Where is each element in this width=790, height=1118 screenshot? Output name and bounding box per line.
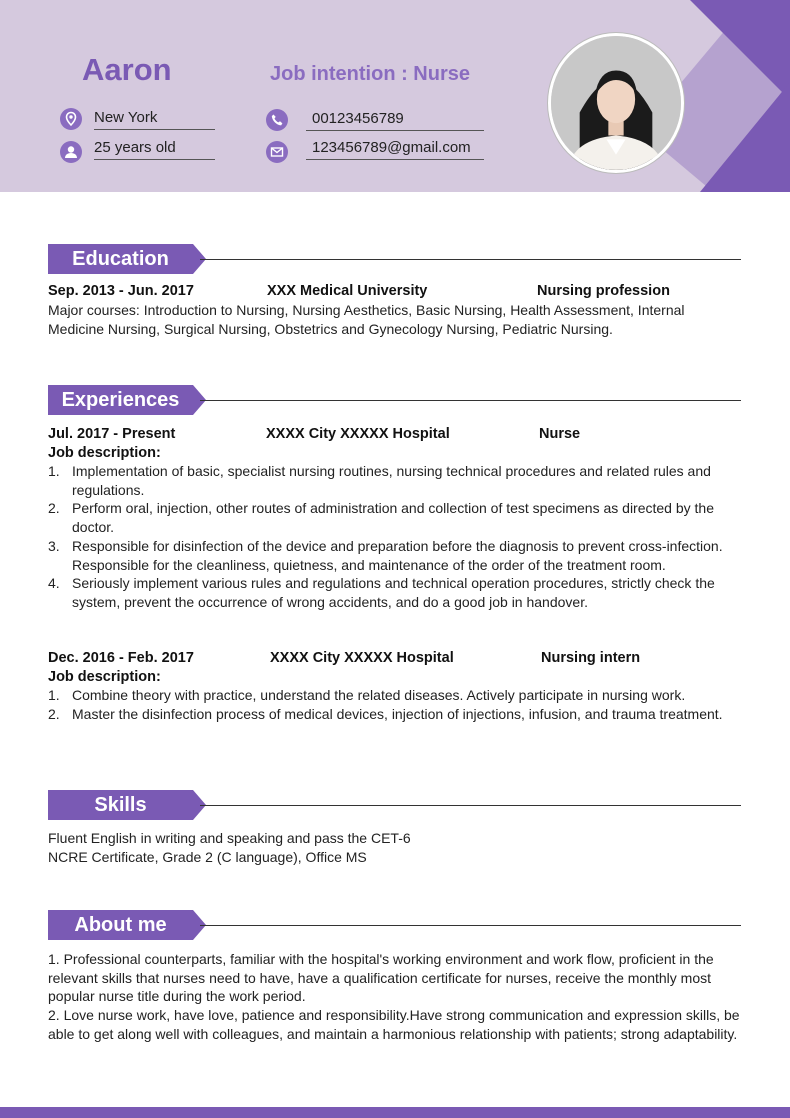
list-item: 1. Implementation of basic, specialist nursing routines, nursing technical procedures and related rules and regulations. — [48, 463, 711, 498]
age-text: 25 years old — [94, 139, 215, 160]
skills-section-title — [48, 790, 206, 820]
section-divider — [200, 400, 741, 401]
skills-title-label: Skills — [94, 794, 147, 816]
job-place: XXXX City XXXXX Hospital — [266, 426, 450, 442]
about-title-label: About me — [74, 914, 167, 936]
education-section-title — [48, 244, 206, 274]
header-decoration-bottom-triangle — [700, 82, 790, 192]
about-section-title — [48, 910, 206, 940]
job-description-list — [48, 462, 743, 612]
job-intention: Job intention : Nurse — [270, 63, 470, 85]
footer-bar — [0, 1107, 790, 1118]
person-icon — [60, 141, 82, 163]
candidate-name: Aaron — [82, 52, 172, 87]
job-description-label: Job description: — [48, 669, 161, 685]
location-pin-icon — [60, 108, 82, 130]
phone-icon — [266, 109, 288, 131]
skills-line: Fluent English in writing and speaking and pass the CET-6 — [48, 830, 411, 846]
education-courses: Major courses: Introduction to Nursing, Nursing Aesthetics, Basic Nursing, Health Assessment, Internal Medicine Nursing, Surgical Nursing, Obstetrics and Gynecology Nursing, Pediatric Nursing. — [48, 302, 685, 337]
job-role: Nurse — [539, 426, 581, 442]
email-text: 123456789@gmail.com — [306, 139, 484, 160]
envelope-icon — [266, 141, 288, 163]
list-item: 2. Perform oral, injection, other routes of administration and collection of test specimens as directed by the doctor. — [48, 500, 714, 536]
job-place: XXXX City XXXXX Hospital — [270, 650, 454, 666]
list-item: 4. Seriously implement various rules and regulations and technical operation procedures, strictly check the system, prevent the occurrence of wrong accidents, and do a good job in handover. — [48, 575, 715, 610]
list-item: 3. Responsible for disinfection of the device and preparation before the diagnosis to prevent cross-infection. Responsible for the cleanliness, quietness, and maintenance of the order of the treatment room. — [48, 537, 723, 573]
about-paragraph: 1. Professional counterparts, familiar with the hospital's working environment and work flow, proficient in the relevant skills that nurses need to have, have a qualification certificate for nurses, receive the monthly most popular nurse title during the work period. — [48, 951, 714, 1005]
education-major: Nursing profession — [537, 283, 670, 299]
job-description-label: Job description: — [48, 445, 161, 461]
job-date: Dec. 2016 - Feb. 2017 — [48, 650, 194, 666]
list-item: 2. Master the disinfection process of medical devices, injection of injections, infusion, and trauma treatment. — [48, 705, 723, 722]
job-role: Nursing intern — [541, 650, 641, 666]
experiences-section-title — [48, 385, 206, 415]
section-divider — [200, 805, 741, 806]
profile-photo — [548, 33, 684, 173]
experiences-title-label: Experiences — [61, 389, 180, 411]
job-date: Jul. 2017 - Present — [48, 426, 176, 442]
section-divider — [200, 925, 741, 926]
section-divider — [200, 259, 741, 260]
job-description-list — [48, 686, 743, 723]
skills-line: NCRE Certificate, Grade 2 (C language), Office MS — [48, 849, 367, 865]
location-text: New York — [94, 109, 215, 130]
education-title-label: Education — [72, 248, 169, 270]
list-item: 1. Combine theory with practice, understand the related diseases. Actively participate in nursing work. — [48, 687, 686, 703]
phone-text: 00123456789 — [306, 110, 484, 131]
education-date: Sep. 2013 - Jun. 2017 — [48, 283, 194, 299]
about-paragraph: 2. Love nurse work, have love, patience and responsibility.Have strong communication and expression skills, be able to get along well with colleagues, and maintain a harmonious relationship with patients; strong adaptability. — [48, 1007, 740, 1042]
education-school: XXX Medical University — [267, 283, 428, 299]
